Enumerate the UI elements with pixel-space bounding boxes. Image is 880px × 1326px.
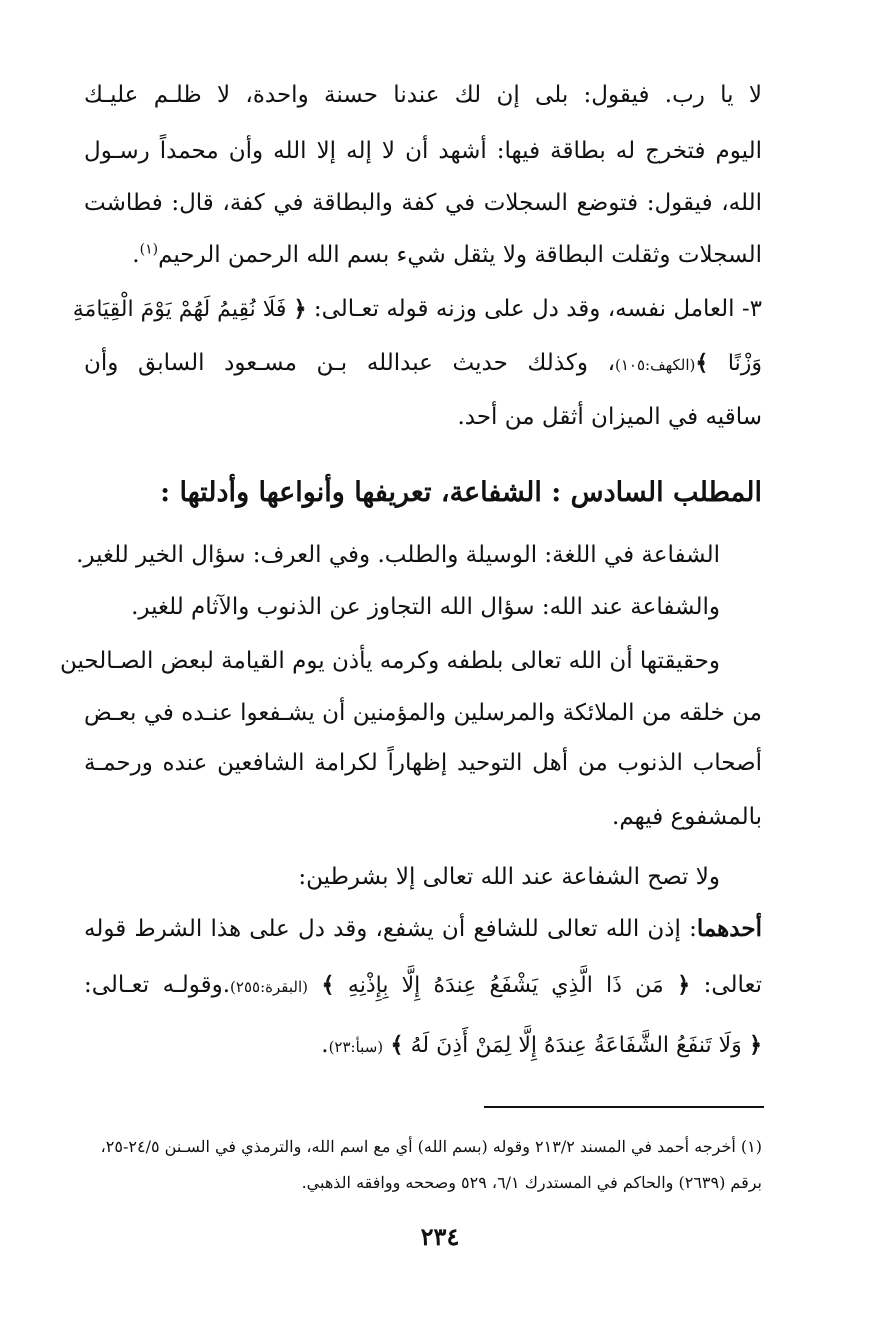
quran-ref-baqara: (البقرة:٢٥٥)	[230, 978, 308, 996]
hadith-line-4	[132, 240, 762, 270]
page-number: ٢٣٤	[420, 1222, 460, 1251]
quran-open-bracket: ﴿	[677, 972, 691, 998]
hadith-line-3: الله، فيقول: فتوضع السجلات في كفة والبطاقة في كفة، قال: فطاشت	[84, 190, 762, 216]
reality-line-3: أصحاب الذنوب من أهل التوحيد إظهاراً لكرامة الشافعين عنده ورحمـة	[84, 750, 762, 776]
verse-baqara-line	[84, 970, 762, 1002]
quran-open-bracket: ﴿	[293, 296, 307, 322]
item3-line-2-text: ، وكذلك حديث عبدالله بـن مسـعود السابق وأن	[84, 350, 615, 376]
hadith-line-4-end: .	[132, 242, 140, 268]
footnote-line-2: برقم (٢٦٣٩) والحاكم في المستدرك ٦/١، ٥٢٩ وصححه ووافقه الذهبي.	[301, 1173, 762, 1192]
item3-text: ٣- العامل نفسه، وقد دل على وزنه قوله تعـالى:	[313, 296, 762, 322]
reality-line-4: بالمشفوع فيهم.	[612, 804, 762, 830]
quran-close-bracket: ﴾	[695, 350, 709, 376]
item3-line-3: ساقيه في الميزان أثقل من أحد.	[457, 404, 762, 430]
hadith-line-1: لا يا رب. فيقول: بلى إن لك عندنا حسنة واحدة، لا ظلـم عليـك	[84, 82, 762, 108]
quran-ref-kahf: (الكهف:١٠٥)	[615, 356, 696, 374]
footnote-divider	[484, 1106, 764, 1108]
definition-sharia: والشفاعة عند الله: سؤال الله التجاوز عن الذنوب والآثام للغير.	[131, 594, 720, 620]
verse2-end: .	[321, 1032, 329, 1058]
quran-close-bracket: ﴾	[390, 1032, 404, 1058]
item3-line-2	[84, 348, 762, 380]
condition-first-label: أحدهما	[696, 915, 762, 942]
section-heading: المطلب السادس : الشفاعة، تعريفها وأنواعها وأدلتها :	[160, 477, 762, 508]
quran-verse-kahf: فَلَا نُقِيمُ لَهُمْ يَوْمَ الْقِيَامَةِ	[72, 297, 287, 322]
quran-verse-baqara: مَن ذَا الَّذِي يَشْفَعُ عِندَهُ إِلَّا بِإِذْنِهِ	[347, 973, 664, 998]
quran-open-bracket: ﴿	[749, 1032, 762, 1058]
footnote-ref-1: (١)	[139, 241, 159, 258]
verse1-suffix: .وقولـه تعـالى:	[84, 972, 231, 998]
condition-first	[84, 914, 762, 944]
quran-close-bracket: ﴾	[321, 972, 335, 998]
conditions-intro: ولا تصح الشفاعة عند الله تعالى إلا بشرطين:	[298, 864, 720, 890]
reality-line-2: من خلقه من الملائكة والمرسلين والمؤمنين أن يشـفعوا عنـده في بعـض	[84, 700, 762, 726]
quran-verse-saba: وَلَا تَنفَعُ الشَّفَاعَةُ عِندَهُ إِلَّا لِمَنْ أَذِنَ لَهُ	[410, 1033, 742, 1058]
hadith-line-4-text: السجلات وثقلت البطاقة ولا يثقل شيء بسم الله الرحمن الرحيم	[158, 242, 762, 268]
condition-first-text: : إذن الله تعالى للشافع أن يشفع، وقد دل على هذا الشرط قوله	[84, 916, 697, 942]
definition-language: الشفاعة في اللغة: الوسيلة والطلب. وفي العرف: سؤال الخير للغير.	[76, 542, 720, 568]
verse-saba-line	[321, 1030, 762, 1062]
footnote-line-1: (١) أخرجه أحمد في المسند ٢١٣/٢ وقوله (بسم الله) أي مع اسم الله، والترمذي في السـنن ٢٤/٥-٢٥،	[100, 1137, 762, 1156]
hadith-line-2: اليوم فتخرج له بطاقة فيها: أشهد أن لا إله إلا الله وأن محمداً رسـول	[84, 138, 762, 164]
item3-line-1	[72, 294, 762, 325]
quran-verse-kahf-end: وَزْنًا	[727, 351, 762, 376]
quran-ref-saba: (سبأ:٢٣)	[328, 1038, 384, 1056]
reality-line-1: وحقيقتها أن الله تعالى بلطفه وكرمه يأذن يوم القيامة لبعض الصـالحين	[59, 648, 720, 674]
verse1-prefix: تعالى:	[703, 972, 763, 998]
